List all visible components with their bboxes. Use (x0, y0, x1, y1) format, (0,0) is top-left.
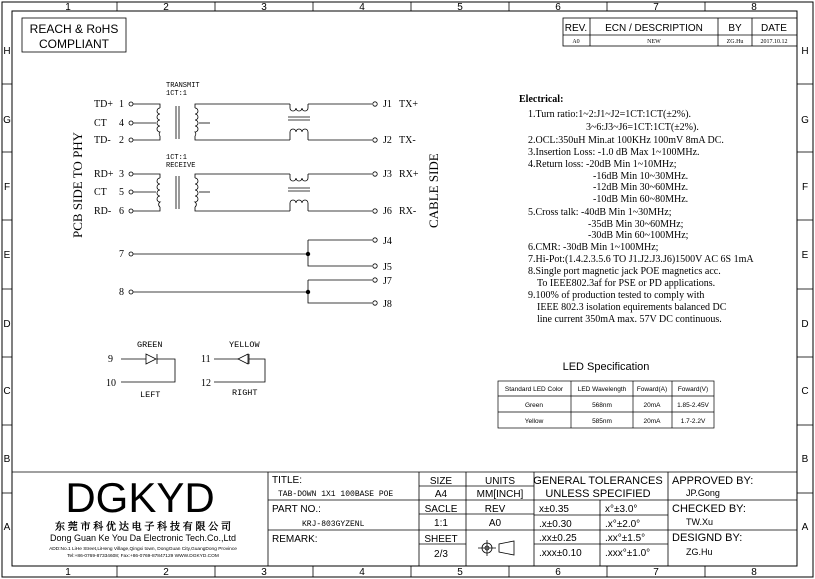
electrical-line: 3~6:J3~J6=1CT:1CT(±2%). (586, 122, 699, 133)
title-value: TAB-DOWN 1X1 100BASE POE (278, 490, 394, 499)
electrical-line: 8.Single port magnetic jack POE magnetics acc. (528, 266, 721, 277)
pin-num-8: 8 (119, 287, 124, 298)
electrical-line: 3.Insertion Loss: -1.0 dB Max 1~100MHz. (528, 147, 700, 158)
yellow-led-label: YELLOW (229, 340, 260, 350)
tolerance-angular: .xx°±1.5° (605, 533, 646, 544)
led-spec-header: Foward(V) (677, 386, 709, 393)
row-label: H (801, 46, 809, 57)
col-label: 4 (359, 2, 365, 13)
row-label: A (3, 522, 11, 533)
scale-value: 1:1 (434, 518, 448, 529)
row-label: G (801, 115, 809, 126)
rev-row-rev: A0 (572, 39, 580, 45)
pin-name-ct-rx: CT (94, 187, 107, 198)
units-value: MM[INCH] (476, 489, 524, 500)
row-label: F (801, 182, 809, 193)
transmit-ratio: 1CT:1 (166, 90, 188, 98)
rev-header-desc: ECN / DESCRIPTION (605, 23, 703, 34)
col-label: 6 (555, 567, 561, 578)
compliance-line-2: COMPLIANT (38, 37, 110, 51)
pin-name-j6: J6 (383, 206, 392, 217)
electrical-line: 2.OCL:350uH Min.at 100KHz 100mV 8mA DC. (528, 135, 724, 146)
receive-label: RECEIVE (166, 162, 196, 170)
pin-num-5: 5 (119, 187, 124, 198)
pin-name-j4: J4 (383, 236, 392, 247)
approved-value: JP.Gong (686, 488, 720, 498)
row-label: C (801, 386, 809, 397)
row-label: B (3, 454, 11, 465)
row-label: B (801, 454, 809, 465)
tolerance-linear: x±0.35 (539, 504, 569, 515)
designed-label: DESIGND BY: (672, 532, 743, 544)
electrical-line: -16dB Min 10~30MHz. (593, 171, 689, 182)
led-spec-header: Standard LED Color (504, 386, 564, 393)
tx-transformer (133, 104, 372, 140)
scale-label: SACLE (424, 504, 458, 515)
col-label: 1 (65, 2, 71, 13)
pin-name-j3: J3 (383, 169, 392, 180)
shield-nets (133, 240, 372, 303)
pin-name-j5: J5 (383, 262, 392, 273)
led-spec-cell: 1.85-2.45V (677, 402, 709, 409)
yellow-diode-icon (238, 354, 248, 364)
led-pin-10: 10 (106, 378, 116, 389)
right-led-label: RIGHT (232, 388, 258, 398)
rev-row-by: ZG.Hu (726, 39, 744, 45)
revision-block (563, 18, 797, 46)
pcb-side-label: PCB SIDE TO PHY (70, 131, 85, 238)
led-spec-cell: Yellow (524, 418, 544, 425)
col-label: 6 (555, 2, 561, 13)
led-spec-cell: 20mA (643, 402, 661, 409)
col-label: 8 (751, 2, 757, 13)
col-label: 1 (65, 567, 71, 578)
title-block (12, 472, 797, 566)
checked-value: TW.Xu (686, 517, 714, 527)
tolerance-angular: x°±3.0° (605, 504, 638, 515)
col-label: 5 (457, 567, 463, 578)
company-logo: DGKYD (65, 474, 215, 521)
compliance-box (22, 18, 126, 52)
led-spec-cell: 585nm (592, 418, 612, 425)
company-name-cn: 东 莞 市 科 优 达 电 子 科 技 有 限 公 司 (54, 522, 232, 533)
col-label: 7 (653, 567, 659, 578)
pin-num-7: 7 (119, 249, 124, 260)
row-label: D (801, 319, 809, 330)
electrical-line: 1.Turn ratio:1~2:J1~J2=1CT:1CT(±2%). (528, 109, 692, 120)
col-label: 3 (261, 567, 267, 578)
tolerance-linear: .x±0.30 (539, 519, 572, 530)
col-label: 7 (653, 2, 659, 13)
tolerance-angular: .xxx°±1.0° (605, 548, 651, 559)
row-label: E (3, 250, 11, 261)
row-label: A (801, 522, 809, 533)
designed-value: ZG.Hu (686, 547, 713, 557)
green-led-label: GREEN (137, 340, 163, 350)
led-spec-cell: Green (524, 402, 544, 409)
rev-header-date: DATE (761, 23, 787, 34)
compliance-line-1: REACH & RoHS (29, 22, 119, 36)
part-no-value: KRJ-803GYZENL (302, 520, 365, 529)
pin-num-1: 1 (119, 99, 124, 110)
led-spec-cell: 1.7-2.2V (680, 418, 706, 425)
led-spec-cell: 568nm (592, 402, 612, 409)
row-label: E (801, 250, 809, 261)
pin-name-j1: J1 (383, 99, 392, 110)
part-no-label: PART NO.: (272, 504, 321, 515)
pin-num-6: 6 (119, 206, 124, 217)
magnetics-schematic (70, 82, 441, 310)
pin-num-2: 2 (119, 135, 124, 146)
row-label: G (3, 115, 11, 126)
pin-name-rd-plus: RD+ (94, 169, 114, 180)
rev-header-rev: REV. (564, 23, 588, 34)
approved-label: APPROVED BY: (672, 475, 754, 487)
electrical-line: 9.100% of production tested to comply with (528, 290, 705, 301)
size-value: A4 (434, 489, 448, 500)
electrical-line: 5.Cross talk: -40dB Min 1~30MHz; (528, 207, 672, 218)
tolerance-linear: .xx±0.25 (539, 533, 577, 544)
electrical-line: To IEEE802.3af for PSE or PD applications. (537, 278, 716, 289)
pin-name-j7: J7 (383, 276, 392, 287)
company-contact: Tel:+86-0769-87334608; Fax:+86-0769-87847129 WWW.DGKYD.COM (67, 554, 219, 559)
led-schematic (106, 340, 265, 400)
company-name-en: Dong Guan Ke You Da Electronic Tech.Co.,Ltd (50, 533, 236, 543)
size-label: SIZE (429, 476, 453, 487)
electrical-line: 6.CMR: -30dB Min 1~100MHz; (528, 242, 659, 253)
pin-sig-tx-minus: TX- (399, 135, 416, 146)
left-led-label: LEFT (140, 390, 161, 400)
transmit-label: TRANSMIT (166, 82, 200, 90)
tolerances-title: GENERAL TOLERANCES (533, 475, 663, 487)
sheet-value: 2/3 (434, 549, 448, 560)
electrical-notes (519, 94, 754, 325)
pin-name-j2: J2 (383, 135, 392, 146)
company-address: ADD:No.1 LiHe Street,LiHeng Village,Qingxi town, DongGuan City,GuangDong Province (49, 547, 237, 552)
tolerance-linear: .xxx±0.10 (539, 548, 582, 559)
electrical-line: -30dB Min 60~100MHz; (588, 230, 689, 241)
pin-name-j8: J8 (383, 299, 392, 310)
units-label: UNITS (485, 476, 515, 487)
receive-ratio: 1CT:1 (166, 154, 188, 162)
junction-dot (306, 252, 310, 256)
rev-label: REV (484, 504, 506, 515)
rev-header-by: BY (728, 23, 742, 34)
col-label: 5 (457, 2, 463, 13)
electrical-line: -10dB Min 60~80MHz. (593, 194, 689, 205)
projection-symbol-icon (478, 540, 514, 556)
row-label: D (3, 319, 11, 330)
led-pin-11: 11 (201, 354, 211, 365)
electrical-line: IEEE 802.3 isolation equirements balanced DC (537, 302, 727, 313)
led-spec-table (498, 361, 714, 428)
pin-terminals-right (373, 102, 377, 305)
remark-label: REMARK: (272, 534, 318, 545)
rev-value: A0 (488, 518, 502, 529)
led-pin-9: 9 (108, 354, 113, 365)
electrical-line: 7.Hi-Pot:(1.4.2.3.5.6 TO J1.J2.J3.J6)1500V AC 6S 1mA (528, 254, 754, 265)
col-label: 8 (751, 567, 757, 578)
pin-name-rd-minus: RD- (94, 206, 112, 217)
sheet-label: SHEET (424, 534, 458, 545)
row-label: H (3, 46, 11, 57)
electrical-line: -35dB Min 30~60MHz; (588, 219, 684, 230)
rev-row-date: 2017.10.12 (760, 39, 788, 45)
row-label: F (3, 182, 11, 193)
col-label: 2 (163, 2, 169, 13)
led-pin-12: 12 (201, 378, 211, 389)
electrical-line: -12dB Min 30~60MHz. (593, 182, 689, 193)
pin-terminals-left (129, 102, 133, 294)
electrical-line: line current 350mA max. 57V DC continuous. (537, 314, 722, 325)
pin-num-3: 3 (119, 169, 124, 180)
pin-sig-rx-minus: RX- (399, 206, 417, 217)
checked-label: CHECKED BY: (672, 503, 746, 515)
electrical-title: Electrical: (519, 94, 564, 105)
pin-name-td-minus: TD- (94, 135, 111, 146)
row-label: C (3, 386, 11, 397)
col-label: 3 (261, 2, 267, 13)
electrical-line: 4.Return loss: -20dB Min 1~10MHz; (528, 159, 677, 170)
rev-row-desc: NEW (647, 39, 661, 45)
pin-num-4: 4 (119, 118, 124, 129)
led-spec-cell: 20mA (643, 418, 661, 425)
cable-side-label: CABLE SIDE (426, 153, 441, 228)
green-diode-icon (146, 354, 156, 364)
led-spec-title: LED Specification (562, 361, 650, 373)
pin-sig-rx-plus: RX+ (399, 169, 419, 180)
pin-sig-tx-plus: TX+ (399, 99, 418, 110)
junction-dot (306, 290, 310, 294)
led-spec-header: Foward(A) (636, 386, 668, 393)
tolerance-angular: .x°±2.0° (605, 519, 641, 530)
pin-name-ct-tx: CT (94, 118, 107, 129)
pin-name-td-plus: TD+ (94, 99, 113, 110)
title-label: TITLE: (272, 475, 303, 486)
col-label: 2 (163, 567, 169, 578)
col-label: 4 (359, 567, 365, 578)
rx-transformer (133, 174, 372, 211)
led-spec-header: LED Wavelength (577, 386, 627, 393)
tolerances-subtitle: UNLESS SPECIFIED (545, 488, 651, 500)
